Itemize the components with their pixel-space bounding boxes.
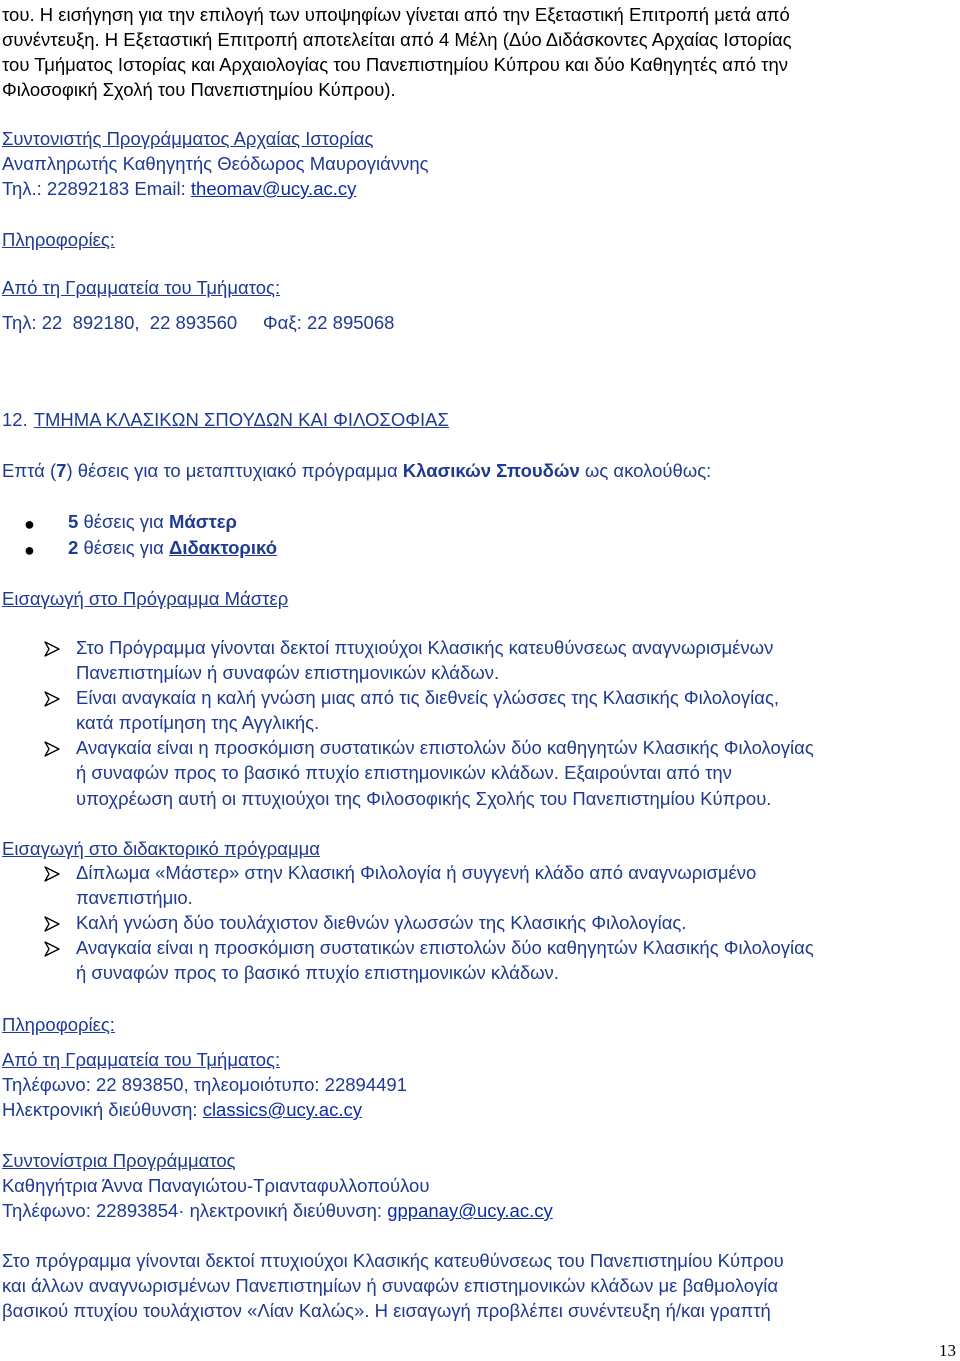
coordinator-heading: Συντονίστρια Προγράμματος [2,1150,236,1171]
history-contact-line [2,180,356,199]
arrow-icon [44,640,60,662]
degree: Διδακτορικό [169,537,277,558]
phd-item-1 [76,864,957,883]
text: ως ακολούθως: [579,460,712,481]
secretariat-heading: Από τη Γραμματεία του Τμήματος: [2,1049,281,1070]
text: θέσεις για [83,537,164,558]
coordinator-contact-line [2,1202,553,1221]
arrow-icon [44,690,60,712]
history-email-link[interactable]: theomav@ucy.ac.cy [190,178,357,199]
bullet-icon: ● [24,540,35,560]
text: του Τμήματος Ιστορίας και Αρχαιολογίας του Πανεπιστημίου Κύπρου και δύο Καθηγητές από την [2,54,789,75]
history-coordinator-name: Αναπληρωτής Καθηγητής Θεόδωρος Μαυρογιάννης [2,153,429,174]
arrow-icon [44,915,60,937]
masters-item-1 [76,639,957,658]
text: και άλλων αναγνωρισμένων Πανεπιστημίων ή συναφών επιστημονικών κλάδων με βαθμολογία [2,1275,779,1296]
text: Στο Πρόγραμμα γίνονται δεκτοί πτυχιούχοι Κλασικής κατευθύνσεως αναγνωρισμένων [76,637,774,658]
phd-item-1-cont: πανεπιστήμιο. [76,887,193,908]
masters-item-1-cont: Πανεπιστημίων ή συναφών επιστημονικών κλάδων. [76,662,500,683]
secretariat-email-line [2,1101,362,1120]
text: θέσεις για [83,511,164,532]
text: βασικού πτυχίου τουλάχιστον «Λίαν Καλώς». Η εισαγωγή προβλέπει συνέντευξη ή/και γραπτή [2,1300,771,1321]
intro-line-1 [2,6,957,25]
history-info-heading: Πληροφορίες: [2,229,115,250]
phd-item-3 [76,939,957,958]
list-item [68,513,237,532]
text: συνέντευξη. Η Εξεταστική Επιτροπή αποτελείται από 4 Μέλη (Δύο Διδάσκοντες Αρχαίας Ιστορίας [2,29,792,50]
email-label: Ηλεκτρονική διεύθυνση: [2,1099,203,1120]
positions-count: 7 [56,460,67,481]
text: Στο πρόγραμμα γίνονται δεκτοί πτυχιούχοι Κλασικής κατευθύνσεως του Πανεπιστημίου Κύπρου [2,1250,784,1271]
text: Είναι αναγκαία η καλή γνώση μιας από τις διεθνείς γλώσσες της Κλασικής Φιλολογίας, [76,687,780,708]
coordinator-email-link[interactable]: gppanay@ucy.ac.cy [387,1200,553,1221]
intro-line-2 [2,31,957,50]
page-number: 13 [939,1341,956,1360]
text: Δίπλωμα «Μάστερ» στην Κλασική Φιλολογία ή συγγενή κλάδο από αναγνωρισμένο [76,862,757,883]
masters-heading: Εισαγωγή στο Πρόγραμμα Μάστερ [2,588,289,609]
secretariat-phone: Τηλέφωνο: 22 893850, τηλεομοιότυπο: 22894491 [2,1074,407,1095]
masters-item-2-cont: κατά προτίμηση της Αγγλικής. [76,712,320,733]
masters-item-2 [76,689,957,708]
text: ) θέσεις για το μεταπτυχιακό πρόγραμμα [66,460,403,481]
positions-sentence [2,462,711,481]
closing-line-3 [2,1302,957,1321]
text: Αναγκαία είναι η προσκόμιση συστατικών επιστολών δύο καθηγητών Κλασικής Φιλολογίας [76,937,814,958]
list-item [68,539,277,558]
text: Επτά ( [2,460,57,481]
tel-label: Τηλ.: 22892183 Email: [2,178,191,199]
arrow-icon [44,940,60,962]
history-contacts: Τηλ: 22 892180, 22 893560 Φαξ: 22 895068 [2,312,395,333]
coordinator-name: Καθηγήτρια Άννα Παναγιώτου-Τριανταφυλλοπούλου [2,1175,430,1196]
classics-email-link[interactable]: classics@ucy.ac.cy [202,1099,362,1120]
info-heading: Πληροφορίες: [2,1014,115,1035]
degree: Μάστερ [169,511,237,532]
phd-item-2: Καλή γνώση δύο τουλάχιστον διεθνών γλωσσών της Κλασικής Φιλολογίας. [76,912,687,933]
history-secretariat-heading: Από τη Γραμματεία του Τμήματος: [2,277,281,298]
section-number: 12. [2,409,28,430]
section-heading [2,411,449,430]
phone-label: Τηλέφωνο: 22893854· ηλεκτρονική διεύθυνση: [2,1200,388,1221]
text: Αναγκαία είναι η προσκόμιση συστατικών επιστολών δύο καθηγητών Κλασικής Φιλολογίας [76,737,814,758]
count: 5 [68,511,79,532]
history-coordinator-heading: Συντονιστής Προγράμματος Αρχαίας Ιστορίας [2,128,374,149]
section-title: ΤΜΗΜΑ ΚΛΑΣΙΚΩΝ ΣΠΟΥΔΩΝ ΚΑΙ ΦΙΛΟΣΟΦΙΑΣ [33,409,449,430]
masters-item-3-cont: υποχρέωση αυτή οι πτυχιούχοι της Φιλοσοφικής Σχολής του Πανεπιστημίου Κύπρου. [76,788,772,809]
masters-item-3-cont [76,764,957,783]
text: του. Η εισήγηση για την επιλογή των υποψηφίων γίνεται από την Εξεταστική Επιτροπή μετά από [2,4,790,25]
masters-item-3 [76,739,957,758]
arrow-icon [44,740,60,762]
phd-item-3-cont: ή συναφών προς το βασικό πτυχίο επιστημονικών κλάδων. [76,962,559,983]
phd-heading: Εισαγωγή στο διδακτορικό πρόγραμμα [2,838,320,859]
count: 2 [68,537,79,558]
closing-line-1 [2,1252,957,1271]
text: ή συναφών προς το βασικό πτυχίο επιστημονικών κλάδων. Εξαιρούνται από την [76,762,732,783]
arrow-icon [44,865,60,887]
program-name: Κλασικών Σπουδών [402,460,580,481]
bullet-icon: ● [24,514,35,534]
intro-line-4: Φιλοσοφική Σχολή του Πανεπιστημίου Κύπρου). [2,79,396,100]
closing-line-2 [2,1277,957,1296]
intro-line-3 [2,56,957,75]
